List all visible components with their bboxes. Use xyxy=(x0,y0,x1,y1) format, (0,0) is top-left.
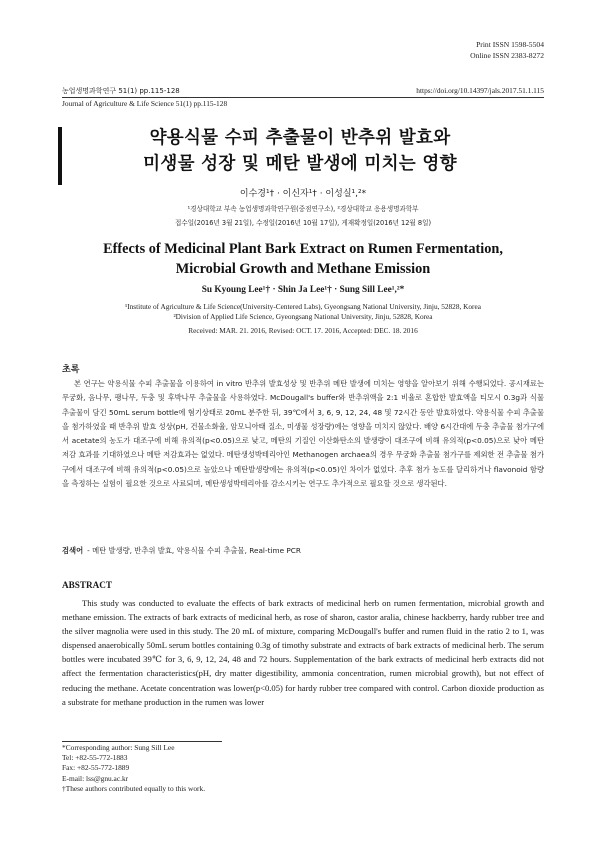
header-divider xyxy=(62,97,544,98)
online-issn: Online ISSN 2383-8272 xyxy=(470,51,544,60)
abstract-en-text: This study was conducted to evaluate the effects of bark extracts of medicinal herb on rumen fermentation, microbial growth and methane emission. The extracts of bark extracts of medicinal herb, as rose of sharon, castor aralia, chinese hackberry, hardy rubber tree and the silver magnolia were used in this study. The 20 mL of mixture, comparing McDougall's buffer and rumen fluid in the ratio 2 to 1, was dispensed anaerobically 50mL serum bottles containing 0.3g of timothy substrate and extracts of bark extracts of medicinal herb. The serum bottles were incubated 39℃ for 3, 6, 9, 12, 24, 48 and 72 hours. Supplementation of the bark extracts of medicinal herb extracts did not affect the fermentation characteristics(pH, dry matter digestibility, ammonia concentration, rumen microbial growth), but not effect of reducing the methane. Acetate concentration was lower(p<0.05) for hardy rubber tree compared with control. Carbon dioxide production as a substrate for methane production in the rumen was lower xyxy=(62,598,544,707)
abstract-en-heading: ABSTRACT xyxy=(62,580,113,590)
journal-name-en: Journal of Agriculture & Life Science 51(1) pp.115-128 xyxy=(62,99,228,108)
title-en-line2: Microbial Growth and Methane Emission xyxy=(175,261,431,277)
abstract-en-body xyxy=(62,596,544,709)
author-fax: Fax: +82-55-772-1889 xyxy=(62,763,130,773)
affiliation-en-1: ¹Institute of Agriculture & Life Science(University-Centered Labs), Gyeongsang National University, Jinju, 52828, Korea xyxy=(125,302,481,311)
abstract-ko-heading: 초록 xyxy=(62,365,80,375)
print-issn: Print ISSN 1598-5504 xyxy=(476,40,544,49)
keywords-ko-text: - 메탄 발생량, 반추위 발효, 약용식물 수피 추출물, Real-time PCR xyxy=(87,546,301,555)
journal-name-ko: 농업생명과학연구 51(1) pp.115-128 xyxy=(62,87,180,95)
equal-contribution-note: †These authors contributed equally to this work. xyxy=(62,783,206,793)
doi-link[interactable]: https://doi.org/10.14397/jals.2017.51.1.115 xyxy=(416,86,544,95)
dates-ko: 접수일(2016년 3월 21일), 수정일(2016년 10월 17일), 게재확정일(2016년 12월 8일) xyxy=(174,219,432,227)
dates-en: Received: MAR. 21. 2016, Revised: OCT. 17. 2016, Accepted: DEC. 18. 2016 xyxy=(188,326,418,335)
title-en-line1: Effects of Medicinal Plant Bark Extract on Rumen Fermentation, xyxy=(103,241,503,257)
affiliations-ko: ¹경상대학교 부속 농업생명과학연구원(중점연구소), ²경상대학교 응용생명과학부 xyxy=(187,205,419,213)
author-tel: Tel: +82-55-772-1883 xyxy=(62,753,128,763)
abstract-ko-body xyxy=(62,377,544,491)
keywords-ko xyxy=(62,546,544,556)
footnote-divider xyxy=(62,741,222,742)
title-accent-bar xyxy=(58,127,62,185)
affiliation-en-2: ²Division of Applied Life Science, Gyeongsang National University, Jinju, 52828, Korea xyxy=(173,312,433,321)
abstract-ko-text: 본 연구는 약용식물 수피 추출물을 이용하여 in vitro 반추위 발효성상 및 반추위 메탄 발생에 미치는 영향을 알아보기 위해 수행되었다. 공시재료는 무궁화, 음나무, 팽나무, 두충 및 후박나무 추출물을 사용하였다. McDougall's buffer와 반추위액을 2:1 비율로 혼합한 발효액을 티모시 0.3g과 식물 추출물이 담긴 50mL serum bottle에 혐기상태로 20mL 분주한 뒤, 39℃에서 3, 6, 9, 12, 24, 48 및 72시간 동안 발효하였다. 약용식물 수피 추출물을 첨가하였을 때 반추위 발효 성상(pH, 건물소화율, 암모니아태 질소, 미생물 성장량)에는 영향을 미치지 않았다. 배양 6시간대에 두충 추출물 첨가구에서 acetate의 농도가 대조구에 비해 유의적(p<0.05)으로 낮고, 메탄의 기질인 이산화탄소의 발생량이 대조구에 비해 유의적(p<0.05)으로 낮아 메탄 저감 효과를 기대하였으나 메탄 저감효과는 없었다. 메탄생성박테리아인 Methanogen archaea의 경우 무궁화 추출물 첨가구를 제외한 전 추출물 첨가구에서 대조구에 비해 유의적(p<0.05)으로 높았으나 메탄발생량에는 유의적(p<0.05)인 차이가 없었다. 추후 첨가 농도를 달리하거나 flavonoid 함량을 측정하는 실험이 필요한 것으로 사료되며, 메탄생성박테리아를 감소시키는 연구도 추가적으로 필요할 것으로 생각된다. xyxy=(62,379,544,489)
authors-en: Su Kyoung Lee¹† · Shin Ja Lee¹† · Sung Sill Lee¹,²* xyxy=(201,285,405,295)
authors-ko: 이수경¹† · 이신자¹† · 이성실¹,²* xyxy=(239,189,367,199)
author-email[interactable]: E-mail: lss@gnu.ac.kr xyxy=(62,773,129,783)
keywords-ko-label: 검색어 xyxy=(62,546,84,555)
footnotes xyxy=(62,743,205,794)
corresponding-author: *Corresponding author: Sung Sill Lee xyxy=(62,743,175,752)
title-ko-line1: 약용식물 수피 추출물이 반추위 발효와 xyxy=(149,128,451,148)
title-ko-line2: 미생물 성장 및 메탄 발생에 미치는 영향 xyxy=(143,154,457,174)
